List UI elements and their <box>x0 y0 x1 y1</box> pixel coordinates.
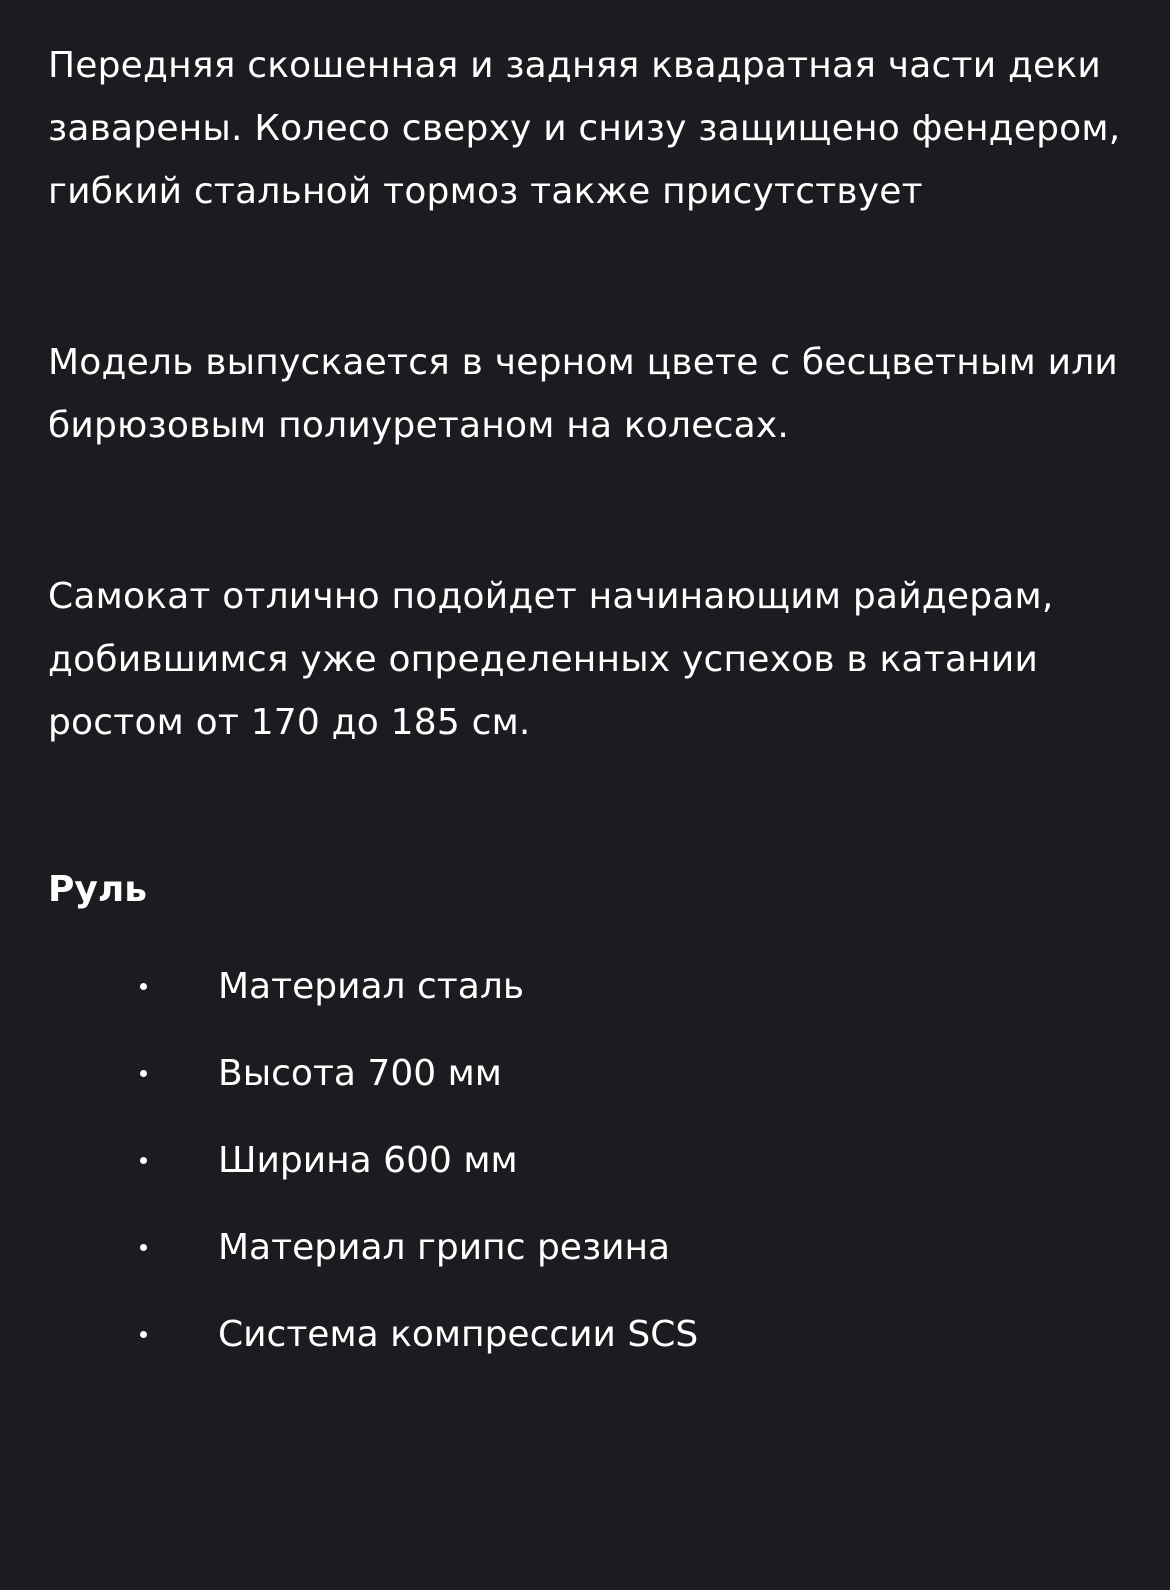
bullet-icon <box>140 1244 147 1251</box>
list-item <box>48 943 1128 1030</box>
spec-material: Материал сталь <box>218 966 525 1007</box>
description-paragraph-color: Модель выпускается в черном цвете с бесцветным или бирюзовым полиуретаном на колесах. <box>48 342 1118 446</box>
list-item <box>48 1204 1128 1291</box>
list-item <box>48 1117 1128 1204</box>
bullet-icon <box>140 1331 147 1338</box>
bullet-icon <box>140 1157 147 1164</box>
bullet-icon <box>140 1070 147 1077</box>
list-item <box>48 1291 1128 1378</box>
spec-width: Ширина 600 мм <box>218 1140 518 1181</box>
product-description <box>48 34 1128 1378</box>
description-paragraph-rider: Самокат отлично подойдет начинающим райдерам, добившимся уже определенных успехов в катании ростом от 170 до 185 см. <box>48 576 1054 743</box>
bullet-icon <box>140 983 147 990</box>
list-item <box>48 1030 1128 1117</box>
spec-compression-system: Система компрессии SCS <box>218 1314 699 1355</box>
spec-height: Высота 700 мм <box>218 1053 502 1094</box>
handlebar-spec-list <box>48 943 1128 1378</box>
description-paragraph-deck: Передняя скошенная и задняя квадратная части деки заварены. Колесо сверху и снизу защищено фендером, гибкий стальной тормоз также присутствует <box>48 45 1121 212</box>
section-title-handlebar: Руль <box>48 869 147 910</box>
spec-grip-material: Материал грипс резина <box>218 1227 671 1268</box>
